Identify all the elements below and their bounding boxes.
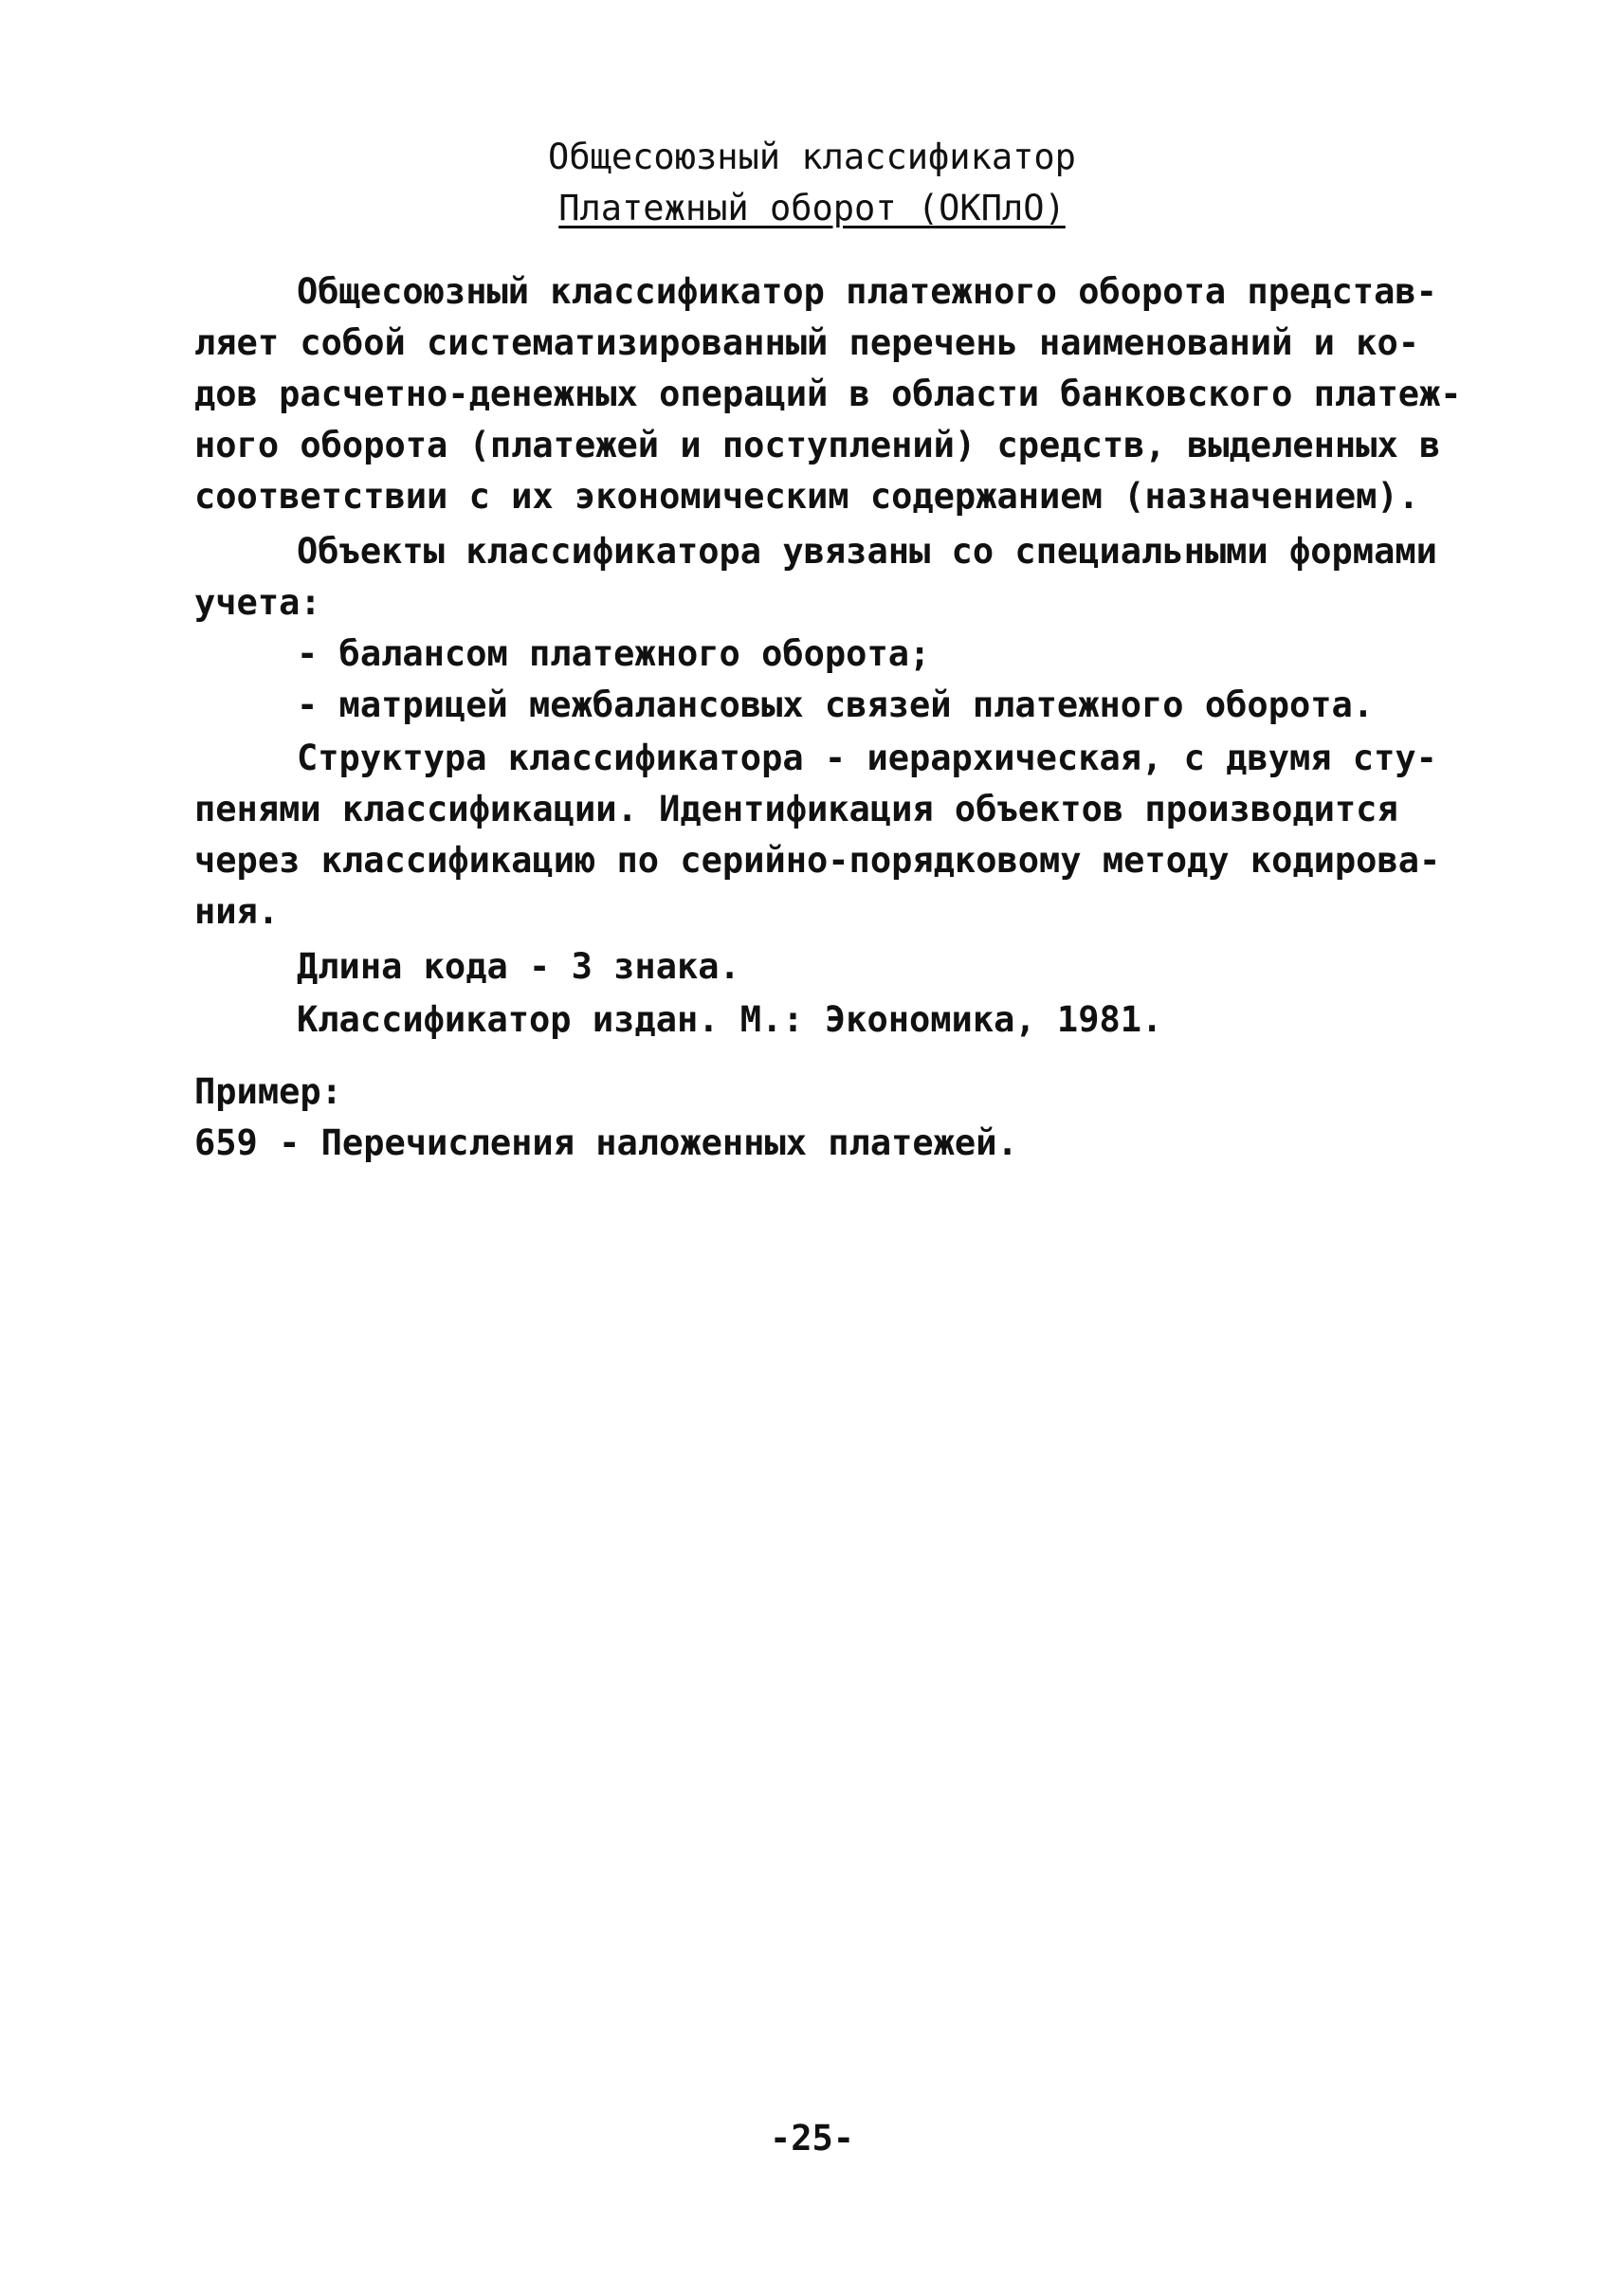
document-subtitle <box>0 184 1624 233</box>
list-item: - балансом платежного оборота; <box>297 633 931 674</box>
example-label: Пример: <box>194 1071 342 1112</box>
document-title: Общесоюзный классификатор <box>548 137 1076 177</box>
paragraph-line: Объекты классификатора увязаны со специальными формами <box>297 531 1437 572</box>
paragraph-line: Классификатор издан. М.: Экономика, 1981. <box>297 999 1163 1040</box>
paragraph-line: ния. <box>194 891 280 932</box>
example-text: 659 - Перечисления наложенных платежей. <box>194 1122 1018 1163</box>
paragraph-line: учета: <box>194 582 321 623</box>
paragraph-line: Общесоюзный классификатор платежного оборота представ- <box>297 271 1437 312</box>
paragraph-line: Структура классификатора - иерархическая, с двумя сту- <box>297 738 1437 778</box>
paragraph-line: пенями классификации. Идентификация объектов производится <box>194 789 1398 829</box>
paragraph-line: ляет собой систематизированный перечень наименований и ко- <box>194 322 1420 363</box>
list-item: - матрицей межбалансовых связей платежного оборота. <box>297 684 1375 725</box>
page-number: -25- <box>769 2118 855 2159</box>
paragraph-line: ного оборота (платежей и поступлений) средств, выделенных в <box>194 425 1441 465</box>
paragraph-line: Длина кода - 3 знака. <box>297 946 740 987</box>
document-subtitle-text: Платежный оборот (ОКПлО) <box>558 188 1066 228</box>
paragraph-line: соответствии с их экономическим содержанием (назначением). <box>194 476 1420 517</box>
paragraph-line: дов расчетно-денежных операций в области банковского платеж- <box>194 374 1462 414</box>
paragraph-line: через классификацию по серийно-порядковому методу кодирова- <box>194 840 1441 881</box>
